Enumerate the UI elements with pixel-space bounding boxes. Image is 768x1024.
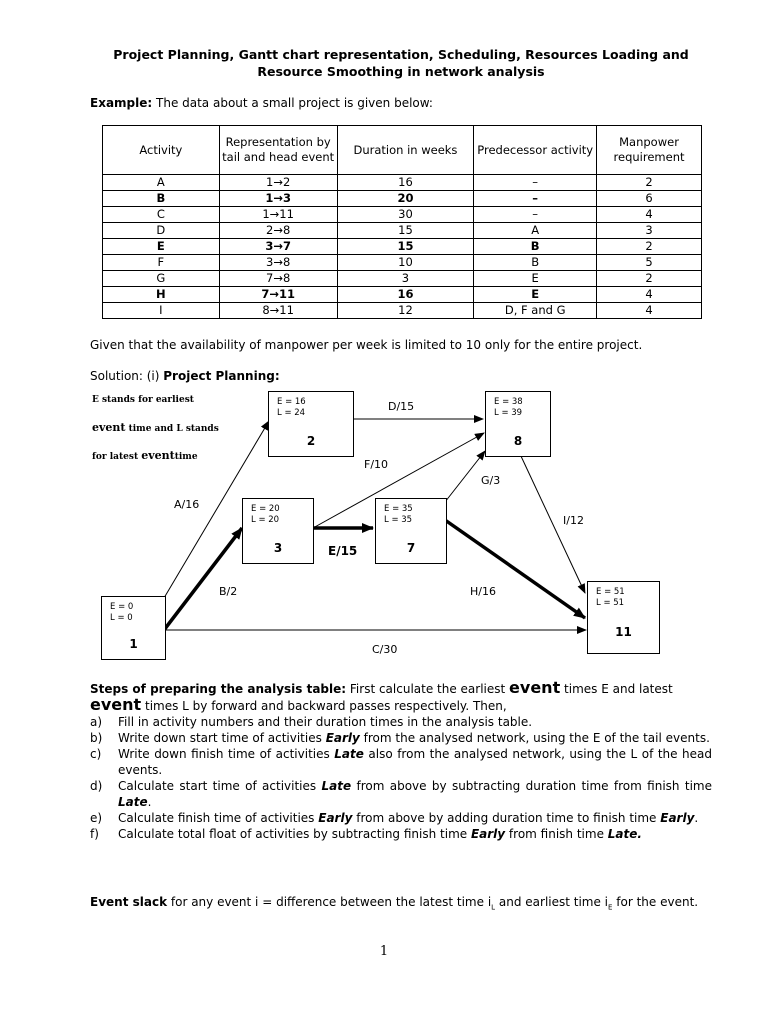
arrow-label-d: D/15 (388, 400, 415, 413)
item-text: from finish time (505, 827, 608, 841)
item-text: also from the analysed network, using the L of the head events. (118, 747, 712, 777)
event-word: event (509, 678, 561, 697)
table-row (103, 223, 702, 239)
item-text: from above by adding duration time to finish time (352, 811, 661, 825)
cell-activity: C (103, 207, 220, 223)
cell-duration: 12 (337, 303, 474, 319)
node-number: 2 (306, 434, 316, 448)
cell-representation: 7→8 (219, 271, 337, 287)
item-emphasis: Early (325, 731, 360, 745)
node-earliest: E = 20 (251, 504, 280, 514)
table-row (103, 207, 702, 223)
cell-predecessor: B (474, 239, 597, 255)
header-activity: Activity (103, 126, 220, 175)
cell-representation: 1→11 (219, 207, 337, 223)
node-earliest: E = 16 (277, 397, 306, 407)
slack-subscript: L (491, 903, 496, 912)
arrow-g (445, 451, 485, 502)
cell-manpower: 4 (597, 287, 702, 303)
cell-activity: A (103, 175, 220, 191)
document-title (90, 46, 712, 80)
arrow-label-e: E/15 (328, 544, 358, 558)
cell-representation: 7→11 (219, 287, 337, 303)
item-text: Write down finish time of activities (118, 747, 335, 761)
steps-list (90, 714, 712, 842)
slack-text: and earliest time i (495, 895, 609, 909)
arrow-label-a: A/16 (174, 498, 200, 511)
table-row (103, 239, 702, 255)
cell-predecessor: D, F and G (474, 303, 597, 319)
event-node-11 (587, 581, 660, 654)
cell-duration: 30 (337, 207, 474, 223)
node-earliest: E = 35 (384, 504, 413, 514)
node-number: 8 (513, 434, 523, 448)
cell-activity: E (103, 239, 220, 255)
node-number: 3 (273, 541, 283, 555)
legend-text: for latest (92, 452, 142, 462)
list-item (90, 714, 712, 730)
item-text: Calculate finish time of activities (118, 811, 319, 825)
page-number: 1 (379, 944, 389, 959)
cell-predecessor: E (474, 271, 597, 287)
node-number: 1 (129, 637, 138, 651)
cell-activity: D (103, 223, 220, 239)
item-text: from above by subtracting duration time from finish time (351, 779, 712, 793)
cell-manpower: 2 (597, 271, 702, 287)
node-earliest: E = 51 (596, 587, 625, 597)
table-row (103, 303, 702, 319)
item-text: Write down start time of activities (118, 731, 326, 745)
header-predecessor: Predecessor activity (474, 126, 597, 175)
cell-duration: 3 (337, 271, 474, 287)
node-latest: L = 24 (277, 408, 306, 418)
cell-activity: G (103, 271, 220, 287)
header-representation: Representation by tail and head event (219, 126, 337, 175)
node-number: 11 (615, 625, 632, 639)
node-latest: L = 0 (110, 613, 133, 623)
header-duration: Duration in weeks (337, 126, 474, 175)
event-node-7 (375, 498, 447, 564)
table-header-row (103, 126, 702, 175)
cell-predecessor: – (474, 175, 597, 191)
table-row (103, 271, 702, 287)
legend-text: time (174, 452, 198, 462)
title-line-2: Resource Smoothing in network analysis (257, 64, 545, 79)
list-marker: c) (90, 747, 102, 761)
item-emphasis: Late (118, 795, 148, 809)
arrow-label-i: I/12 (563, 514, 584, 527)
list-marker: d) (90, 779, 103, 793)
arrow-label-b: B/2 (219, 585, 238, 598)
solution-heading (90, 368, 712, 384)
event-node-3 (242, 498, 314, 564)
legend-line-2 (92, 421, 219, 434)
event-node-8 (485, 391, 551, 457)
cell-representation: 3→8 (219, 255, 337, 271)
cell-duration: 20 (337, 191, 474, 207)
example-label: Example: (90, 96, 153, 110)
list-item (90, 778, 712, 810)
cell-duration: 15 (337, 239, 474, 255)
cell-duration: 16 (337, 175, 474, 191)
table-row (103, 191, 702, 207)
example-text: The data about a small project is given below: (152, 96, 433, 110)
slack-text: for the event. (612, 895, 699, 909)
steps-intro (90, 680, 712, 697)
cell-representation: 2→8 (219, 223, 337, 239)
item-emphasis: Early (318, 811, 353, 825)
cell-duration: 15 (337, 223, 474, 239)
node-earliest: E = 0 (110, 602, 134, 612)
cell-manpower: 5 (597, 255, 702, 271)
item-text: Calculate start time of activities (118, 779, 322, 793)
list-marker: b) (90, 731, 103, 745)
arrow-label-f: F/10 (364, 458, 389, 471)
item-text: Calculate total float of activities by subtracting finish time (118, 827, 471, 841)
arrow-label-g: G/3 (481, 474, 501, 487)
arrow-h (445, 520, 585, 618)
steps-intro-text: times L by forward and backward passes respectively. Then, (141, 699, 507, 713)
steps-heading: Steps of preparing the analysis table: (90, 682, 347, 696)
table-row (103, 255, 702, 271)
item-text: Fill in activity numbers and their duration times in the analysis table. (118, 715, 533, 729)
list-marker: e) (90, 811, 103, 825)
cell-activity: I (103, 303, 220, 319)
cell-manpower: 3 (597, 223, 702, 239)
solution-prefix: Solution: (i) (90, 369, 164, 383)
cell-representation: 8→11 (219, 303, 337, 319)
legend-line-3 (92, 449, 198, 462)
title-line-1: Project Planning, Gantt chart representation, Scheduling, Resources Loading and (113, 47, 689, 62)
cell-predecessor: – (474, 191, 597, 207)
cell-manpower: 2 (597, 175, 702, 191)
event-node-2 (268, 391, 354, 457)
item-emphasis: Late (321, 779, 352, 793)
slack-text: for any event i = difference between the latest time i (167, 895, 492, 909)
given-paragraph: Given that the availability of manpower per week is limited to 10 only for the entire project. (90, 338, 643, 352)
cell-activity: B (103, 191, 220, 207)
list-item (90, 730, 712, 746)
network-diagram (88, 388, 668, 660)
item-emphasis: Early (660, 811, 695, 825)
cell-predecessor: B (474, 255, 597, 271)
event-node-1 (101, 596, 166, 660)
cell-activity: F (103, 255, 220, 271)
node-latest: L = 39 (494, 408, 523, 418)
steps-intro-line-2 (90, 697, 712, 714)
list-item (90, 810, 712, 826)
legend-event-word: event (92, 421, 126, 434)
item-text: from the analysed network, using the E of the tail events. (359, 731, 710, 745)
table-row (103, 175, 702, 191)
list-item (90, 746, 712, 778)
cell-manpower: 4 (597, 303, 702, 319)
node-earliest: E = 38 (494, 397, 523, 407)
node-number: 7 (406, 541, 416, 555)
item-text: . (147, 795, 152, 809)
cell-activity: H (103, 287, 220, 303)
cell-representation: 3→7 (219, 239, 337, 255)
list-item (90, 826, 712, 842)
project-data-table (102, 125, 702, 319)
event-slack-paragraph (90, 894, 712, 915)
cell-representation: 1→2 (219, 175, 337, 191)
example-paragraph (90, 95, 712, 111)
item-emphasis: Early (470, 827, 506, 841)
cell-manpower: 2 (597, 239, 702, 255)
legend-line-1: E stands for earliest (92, 395, 194, 405)
steps-intro-text: First calculate the earliest (346, 682, 510, 696)
solution-title: Project Planning: (163, 369, 280, 383)
item-emphasis: Late (334, 747, 364, 761)
slack-subscript: E (608, 903, 613, 912)
legend-text: time and L stands (125, 424, 219, 434)
node-latest: L = 51 (596, 598, 625, 608)
cell-duration: 16 (337, 287, 474, 303)
list-marker: a) (90, 715, 103, 729)
steps-section (90, 680, 712, 842)
cell-representation: 1→3 (219, 191, 337, 207)
steps-intro-text: times E and latest (560, 682, 673, 696)
cell-duration: 10 (337, 255, 474, 271)
cell-predecessor: A (474, 223, 597, 239)
arrow-label-h: H/16 (470, 585, 496, 598)
cell-manpower: 6 (597, 191, 702, 207)
header-manpower: Manpower requirement (597, 126, 702, 175)
table-row (103, 287, 702, 303)
node-latest: L = 20 (251, 515, 280, 525)
node-latest: L = 35 (384, 515, 413, 525)
cell-predecessor: E (474, 287, 597, 303)
event-slack-label: Event slack (90, 895, 168, 909)
cell-manpower: 4 (597, 207, 702, 223)
list-marker: f) (90, 827, 99, 841)
item-text: . (694, 811, 699, 825)
cell-predecessor: – (474, 207, 597, 223)
arrow-label-c: C/30 (372, 643, 398, 656)
event-word: event (90, 695, 142, 714)
legend-event-word: event (141, 449, 175, 462)
item-emphasis: Late. (607, 827, 642, 841)
